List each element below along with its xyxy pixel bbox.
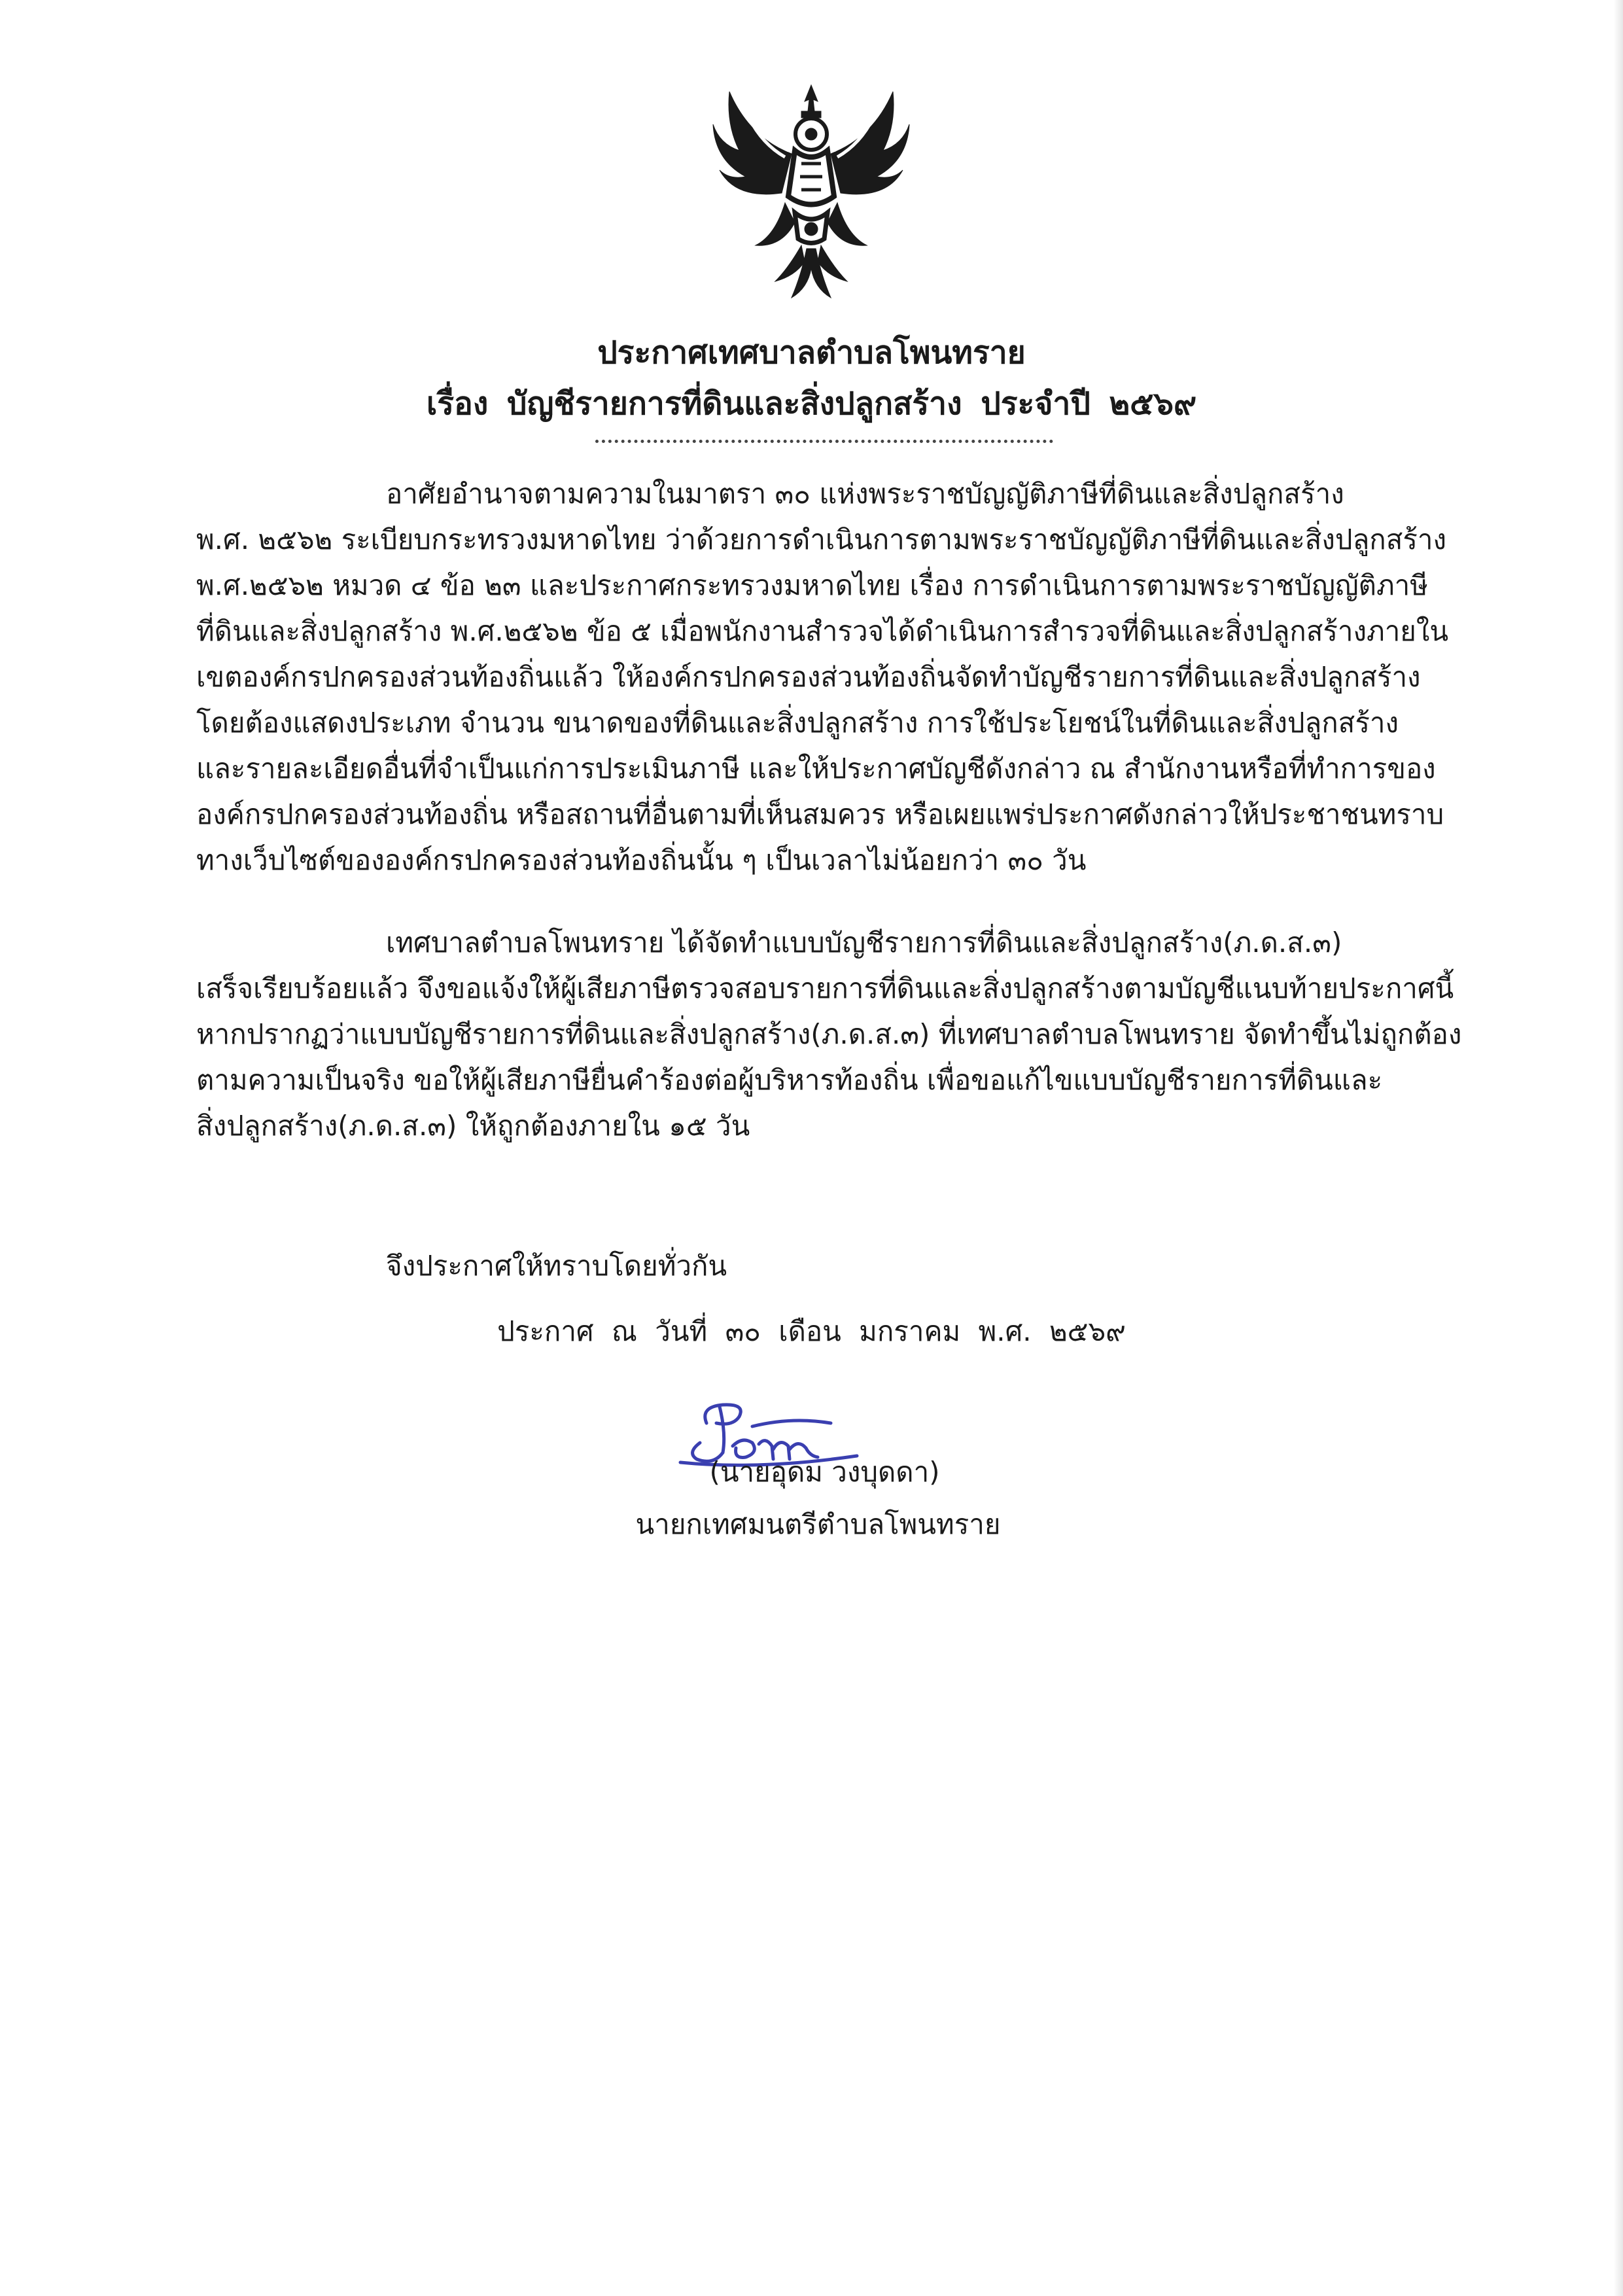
- paragraph-notice: [196, 920, 1462, 1149]
- body-line: ทางเว็บไซต์ขององค์กรปกครองส่วนท้องถิ่นนั้น ๆ เป็นเวลาไม่น้อยกว่า ๓๐ วัน: [196, 844, 1087, 876]
- garuda-emblem-icon: [703, 72, 919, 308]
- body-line: โดยต้องแสดงประเภท จำนวน ขนาดของที่ดินและสิ่งปลูกสร้าง การใช้ประโยชน์ในที่ดินและสิ่งปลูกสร้าง: [196, 707, 1399, 739]
- header-block: [0, 327, 1623, 429]
- body-line: ตามความเป็นจริง ขอให้ผู้เสียภาษียื่นคำร้องต่อผู้บริหารท้องถิ่น เพื่อขอแก้ไขแบบบัญชีรายการที่ดินและ: [196, 1064, 1383, 1096]
- body-line: ที่ดินและสิ่งปลูกสร้าง พ.ศ.๒๕๖๒ ข้อ ๕ เมื่อพนักงานสำรวจได้ดำเนินการสำรวจที่ดินและสิ่งปลูกสร้างภายใน: [196, 615, 1449, 647]
- announcement-body: [196, 471, 1462, 1149]
- body-line: พ.ศ. ๒๕๖๒ ระเบียบกระทรวงมหาดไทย ว่าด้วยการดำเนินการตามพระราชบัญญัติภาษีที่ดินและสิ่งปลูกสร้าง: [196, 523, 1447, 556]
- paragraph-legal-basis: [196, 471, 1459, 883]
- body-line: องค์กรปกครองส่วนท้องถิ่น หรือสถานที่อื่นตามที่เห็นสมควร หรือเผยแพร่ประกาศดังกล่าวให้ประชาชนทราบ: [196, 798, 1444, 830]
- signer-position: นายกเทศมนตรีตำบลโพนทราย: [635, 1508, 1001, 1540]
- body-line: หากปรากฏว่าแบบบัญชีรายการที่ดินและสิ่งปลูกสร้าง(ภ.ด.ส.๓) ที่เทศบาลตำบลโพนทราย จัดทำขึ้นไม่ถูกต้อง: [196, 1018, 1462, 1050]
- closing-statement: จึงประกาศให้ทราบโดยทั่วกัน: [386, 1250, 727, 1282]
- body-line: อาศัยอำนาจตามความในมาตรา ๓๐ แห่งพระราชบัญญัติภาษีที่ดินและสิ่งปลูกสร้าง: [386, 478, 1344, 510]
- body-line: เขตองค์กรปกครองส่วนท้องถิ่นแล้ว ให้องค์กรปกครองส่วนท้องถิ่นจัดทำบัญชีรายการที่ดินและสิ่งปลูกสร้าง: [196, 661, 1421, 693]
- body-line: เสร็จเรียบร้อยแล้ว จึงขอแจ้งให้ผู้เสียภาษีตรวจสอบรายการที่ดินและสิ่งปลูกสร้างตามบัญชีแนบท้ายประกาศนี้: [196, 972, 1454, 1004]
- dotted-separator: [595, 440, 1053, 443]
- body-line: เทศบาลตำบลโพนทราย ได้จัดทำแบบบัญชีรายการที่ดินและสิ่งปลูกสร้าง(ภ.ด.ส.๓): [386, 927, 1342, 959]
- announcement-title: ประกาศเทศบาลตำบลโพนทราย: [597, 334, 1026, 371]
- body-line: สิ่งปลูกสร้าง(ภ.ด.ส.๓) ให้ถูกต้องภายใน ๑๕ วัน: [196, 1110, 750, 1142]
- announcement-subject: เรื่อง บัญชีรายการที่ดินและสิ่งปลูกสร้าง ประจำปี ๒๕๖๙: [426, 385, 1197, 422]
- signer-name: (นายอุดม วงบุดดา): [709, 1456, 940, 1488]
- body-line: พ.ศ.๒๕๖๒ หมวด ๔ ข้อ ๒๓ และประกาศกระทรวงมหาดไทย เรื่อง การดำเนินการตามพระราชบัญญัติภาษี: [196, 569, 1428, 601]
- announcement-date: ประกาศ ณ วันที่ ๓๐ เดือน มกราคม พ.ศ. ๒๕๖๙: [497, 1315, 1126, 1347]
- body-line: และรายละเอียดอื่นที่จำเป็นแก่การประเมินภาษี และให้ประกาศบัญชีดังกล่าว ณ สำนักงานหรือที่ทำการของ: [196, 752, 1436, 785]
